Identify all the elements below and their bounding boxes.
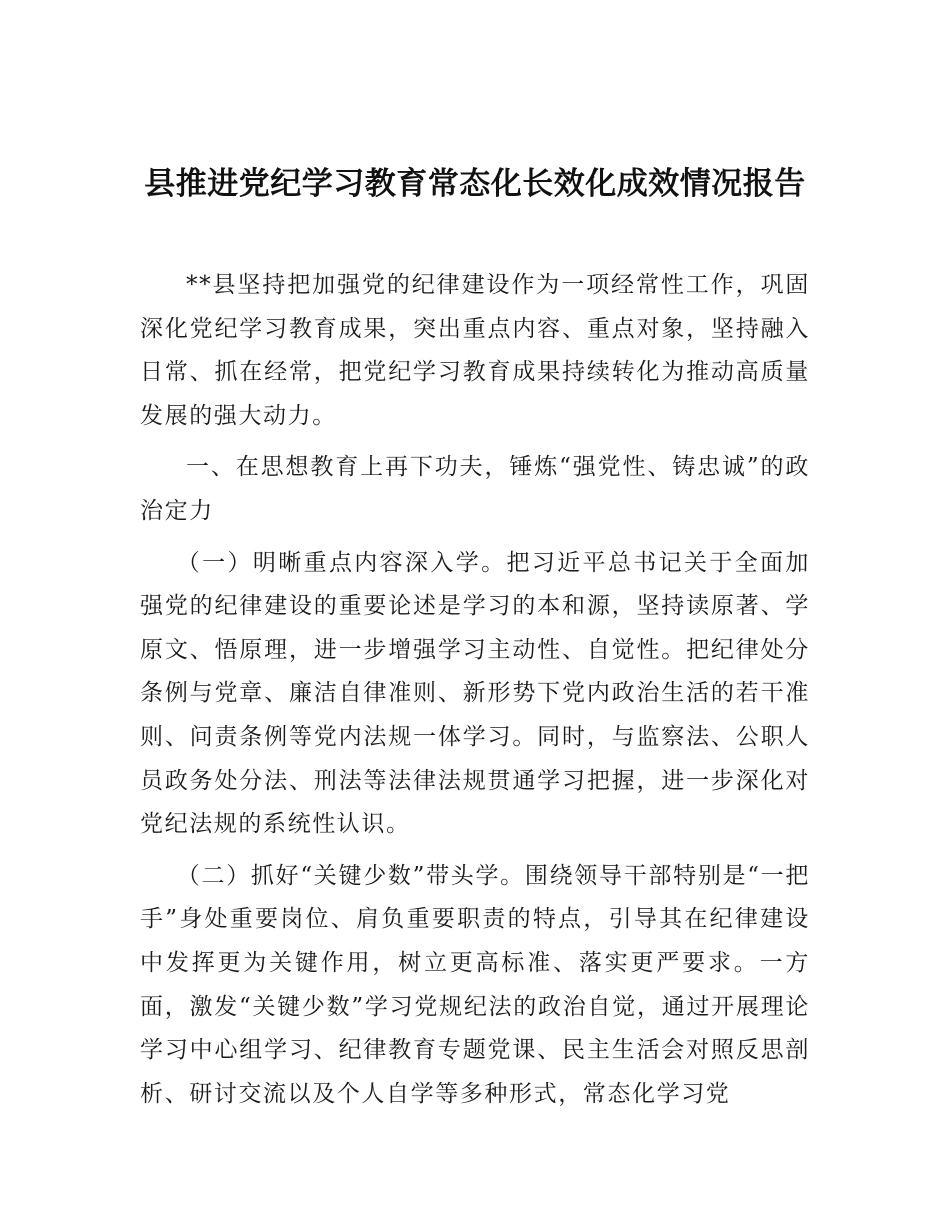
subsection-paragraph-2: （二）抓好“关键少数”带头学。围绕领导干部特别是“一把手”身处重要岗位、肩负重要职责的特点，引导其在纪律建设中发挥更为关键作用，树立更高标准、落实更严要求。一方面，激发“关键少数”学习党规纪法的政治自觉，通过开展理论学习中心组学习、纪律教育专题党课、民主生活会对照反思剖析、研讨交流以及个人自学等多种形式，常态化学习党 <box>140 862 810 1107</box>
document-title: 县推进党纪学习教育常态化长效化成效情况报告 <box>144 166 806 202</box>
document-body <box>140 264 810 1124</box>
subsection-paragraph-1: （一）明晰重点内容深入学。把习近平总书记关于全面加强党的纪律建设的重要论述是学习的本和源，坚持读原著、学原文、悟原理，进一步增强学习主动性、自觉性。把纪律处分条例与党章、廉洁自律准则、新形势下党内政治生活的若干准则、问责条例等党内法规一体学习。同时，与监察法、公职人员政务处分法、刑法等法律法规贯通学习把握，进一步深化对党纪法规的系统性认识。 <box>140 549 810 838</box>
intro-paragraph: **县坚持把加强党的纪律建设作为一项经常性工作，巩固深化党纪学习教育成果，突出重点内容、重点对象，坚持融入日常、抓在经常，把党纪学习教育成果持续转化为推动高质量发展的强大动力。 <box>140 272 810 429</box>
section-heading-1: 一、在思想教育上再下功夫，锤炼“强党性、铸忠诚”的政治定力 <box>140 454 810 524</box>
